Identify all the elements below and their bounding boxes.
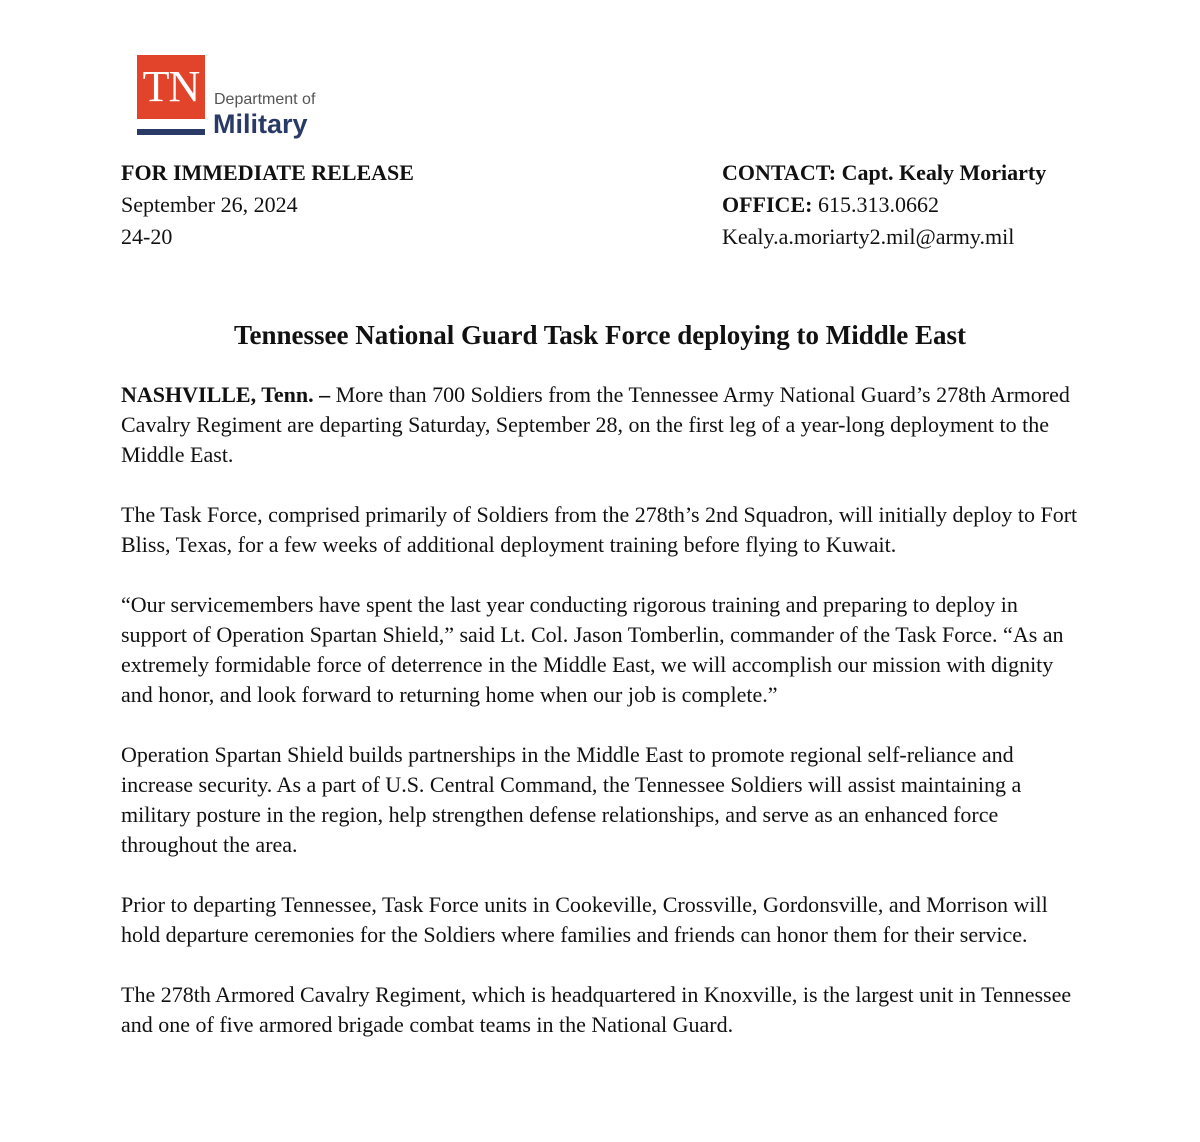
paragraph-1-text: More than 700 Soldiers from the Tennessee Army National Guard’s 278th Armored Cavalry Regiment are departing Saturday, September 28, on the first leg of a year-long deployment to the Middle East. — [121, 382, 1070, 467]
press-release-body — [121, 380, 1081, 1070]
office-line — [722, 189, 1046, 221]
paragraph-1 — [121, 380, 1081, 470]
contact-name: Capt. Kealy Moriarty — [841, 160, 1047, 185]
paragraph-4: Operation Spartan Shield builds partnerships in the Middle East to promote regional self-reliance and increase security. As a part of U.S. Central Command, the Tennessee Soldiers will assist maintaining a military posture in the region, help strengthen defense relationships, and serve as an enhanced force throughout the area. — [121, 742, 1022, 857]
release-info — [121, 157, 414, 253]
release-label: FOR IMMEDIATE RELEASE — [121, 160, 414, 185]
paragraph-5: Prior to departing Tennessee, Task Force units in Cookeville, Crossville, Gordonsville, and Morrison will hold departure ceremonies for the Soldiers where families and friends can honor them for their service. — [121, 892, 1048, 947]
release-number: 24-20 — [121, 224, 173, 249]
contact-email: Kealy.a.moriarty2.mil@army.mil — [722, 224, 1015, 249]
logo-military-text: Military — [213, 109, 308, 139]
paragraph-6: The 278th Armored Cavalry Regiment, which is headquartered in Knoxville, is the largest unit in Tennessee and one of five armored brigade combat teams in the National Guard. — [121, 982, 1072, 1037]
tn-badge: TN — [137, 55, 205, 119]
tn-military-logo — [137, 55, 337, 141]
paragraph-3: “Our servicemembers have spent the last year conducting rigorous training and preparing to deploy in support of Operation Spartan Shield,” said Lt. Col. Jason Tomberlin, commander of the Task Force. “As an extremely formidable force of deterrence in the Middle East, we will accomplish our mission with dignity and honor, and look forward to returning home when our job is complete.” — [121, 592, 1064, 707]
paragraph-2: The Task Force, comprised primarily of Soldiers from the 278th’s 2nd Squadron, will initially deploy to Fort Bliss, Texas, for a few weeks of additional deployment training before flying to Kuwait. — [121, 502, 1078, 557]
dateline: NASHVILLE, Tenn. – — [121, 382, 331, 407]
contact-line — [722, 157, 1046, 189]
contact-info — [722, 157, 1046, 253]
headline: Tennessee National Guard Task Force deploying to Middle East — [233, 320, 967, 350]
release-date: September 26, 2024 — [121, 192, 298, 217]
logo-underline — [137, 129, 205, 135]
office-phone: 615.313.0662 — [817, 192, 939, 217]
office-label: OFFICE: — [722, 192, 813, 217]
logo-department-text: Department of — [214, 91, 316, 108]
contact-label: CONTACT: — [722, 160, 837, 185]
